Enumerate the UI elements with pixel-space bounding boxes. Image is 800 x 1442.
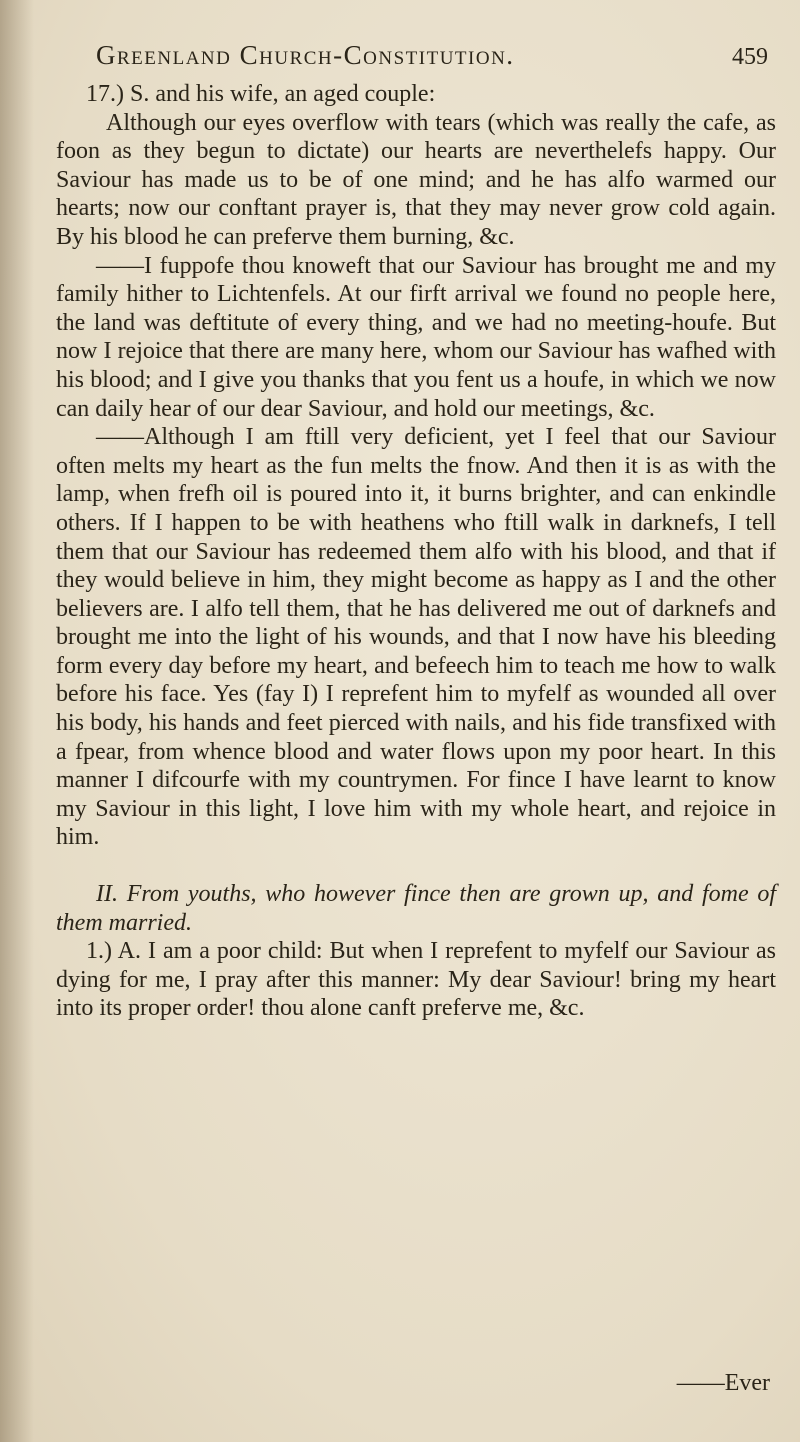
body-text [56,80,776,1023]
catchword: ——Ever [676,1370,770,1396]
gutter-shadow [0,0,34,1442]
section-heading: II. From youths, who however fince then are grown up, and fome of them married. [56,881,776,936]
paragraph: ——Although I am ftill very deficient, yet I feel that our Saviour often melts my heart as the fun melts the fnow. And then it is as with the lamp, when frefh oil is poured into it, it burns brighter, and can enkindle others. If I happen to be with heathens who ftill walk in darknefs, I tell them that our Saviour has redeemed them alfo with his blood, and that if they would believe in him, they might become as happy as I and the other believers are. I alfo tell them, that he has delivered me out of darknefs and brought me into the light of his wounds, and that I now have his bleeding form every day before my heart, and befeech him to teach me how to walk before his face. Yes (fay I) I reprefent him to myfelf as wounded all over his body, his hands and feet pierced with nails, and his fide transfixed with a fpear, from whence blood and water flows upon my poor heart. In this manner I difcourfe with my countrymen. For fince I have learnt to know my Saviour in this light, I love him with my whole heart, and rejoice in him. [56,424,776,851]
page-number: 459 [732,44,768,70]
paragraph: 1.) A. I am a poor child: But when I reprefent to myfelf our Saviour as dying for me, I pray after this manner: My dear Saviour! bring my heart into its proper order! thou alone canft preferve me, &c. [56,938,776,1022]
paragraph: ——I fuppofe thou knoweft that our Saviour has brought me and my family hither to Lichtenfels. At our firft arrival we found no people here, the land was deftitute of every thing, and we had no meeting-houfe. But now I rejoice that there are many here, whom our Saviour has wafhed with his blood; and I give you thanks that you fent us a houfe, in which we now can daily hear of our dear Saviour, and hold our meetings, &c. [56,252,776,422]
paragraph-intro: 17.) S. and his wife, an aged couple: [86,81,436,107]
running-head [96,40,776,80]
running-title: Greenland Church-Constitution. [96,40,515,70]
paragraph: Although our eyes overflow with tears (which was really the cafe, as foon as they begun to dictate) our hearts are neverthelefs happy. Our Saviour has made us to be of one mind; and he has alfo warmed our hearts; now our conftant prayer is, that they may never grow cold again. By his blood he can preferve them burning, &c. [56,109,776,250]
